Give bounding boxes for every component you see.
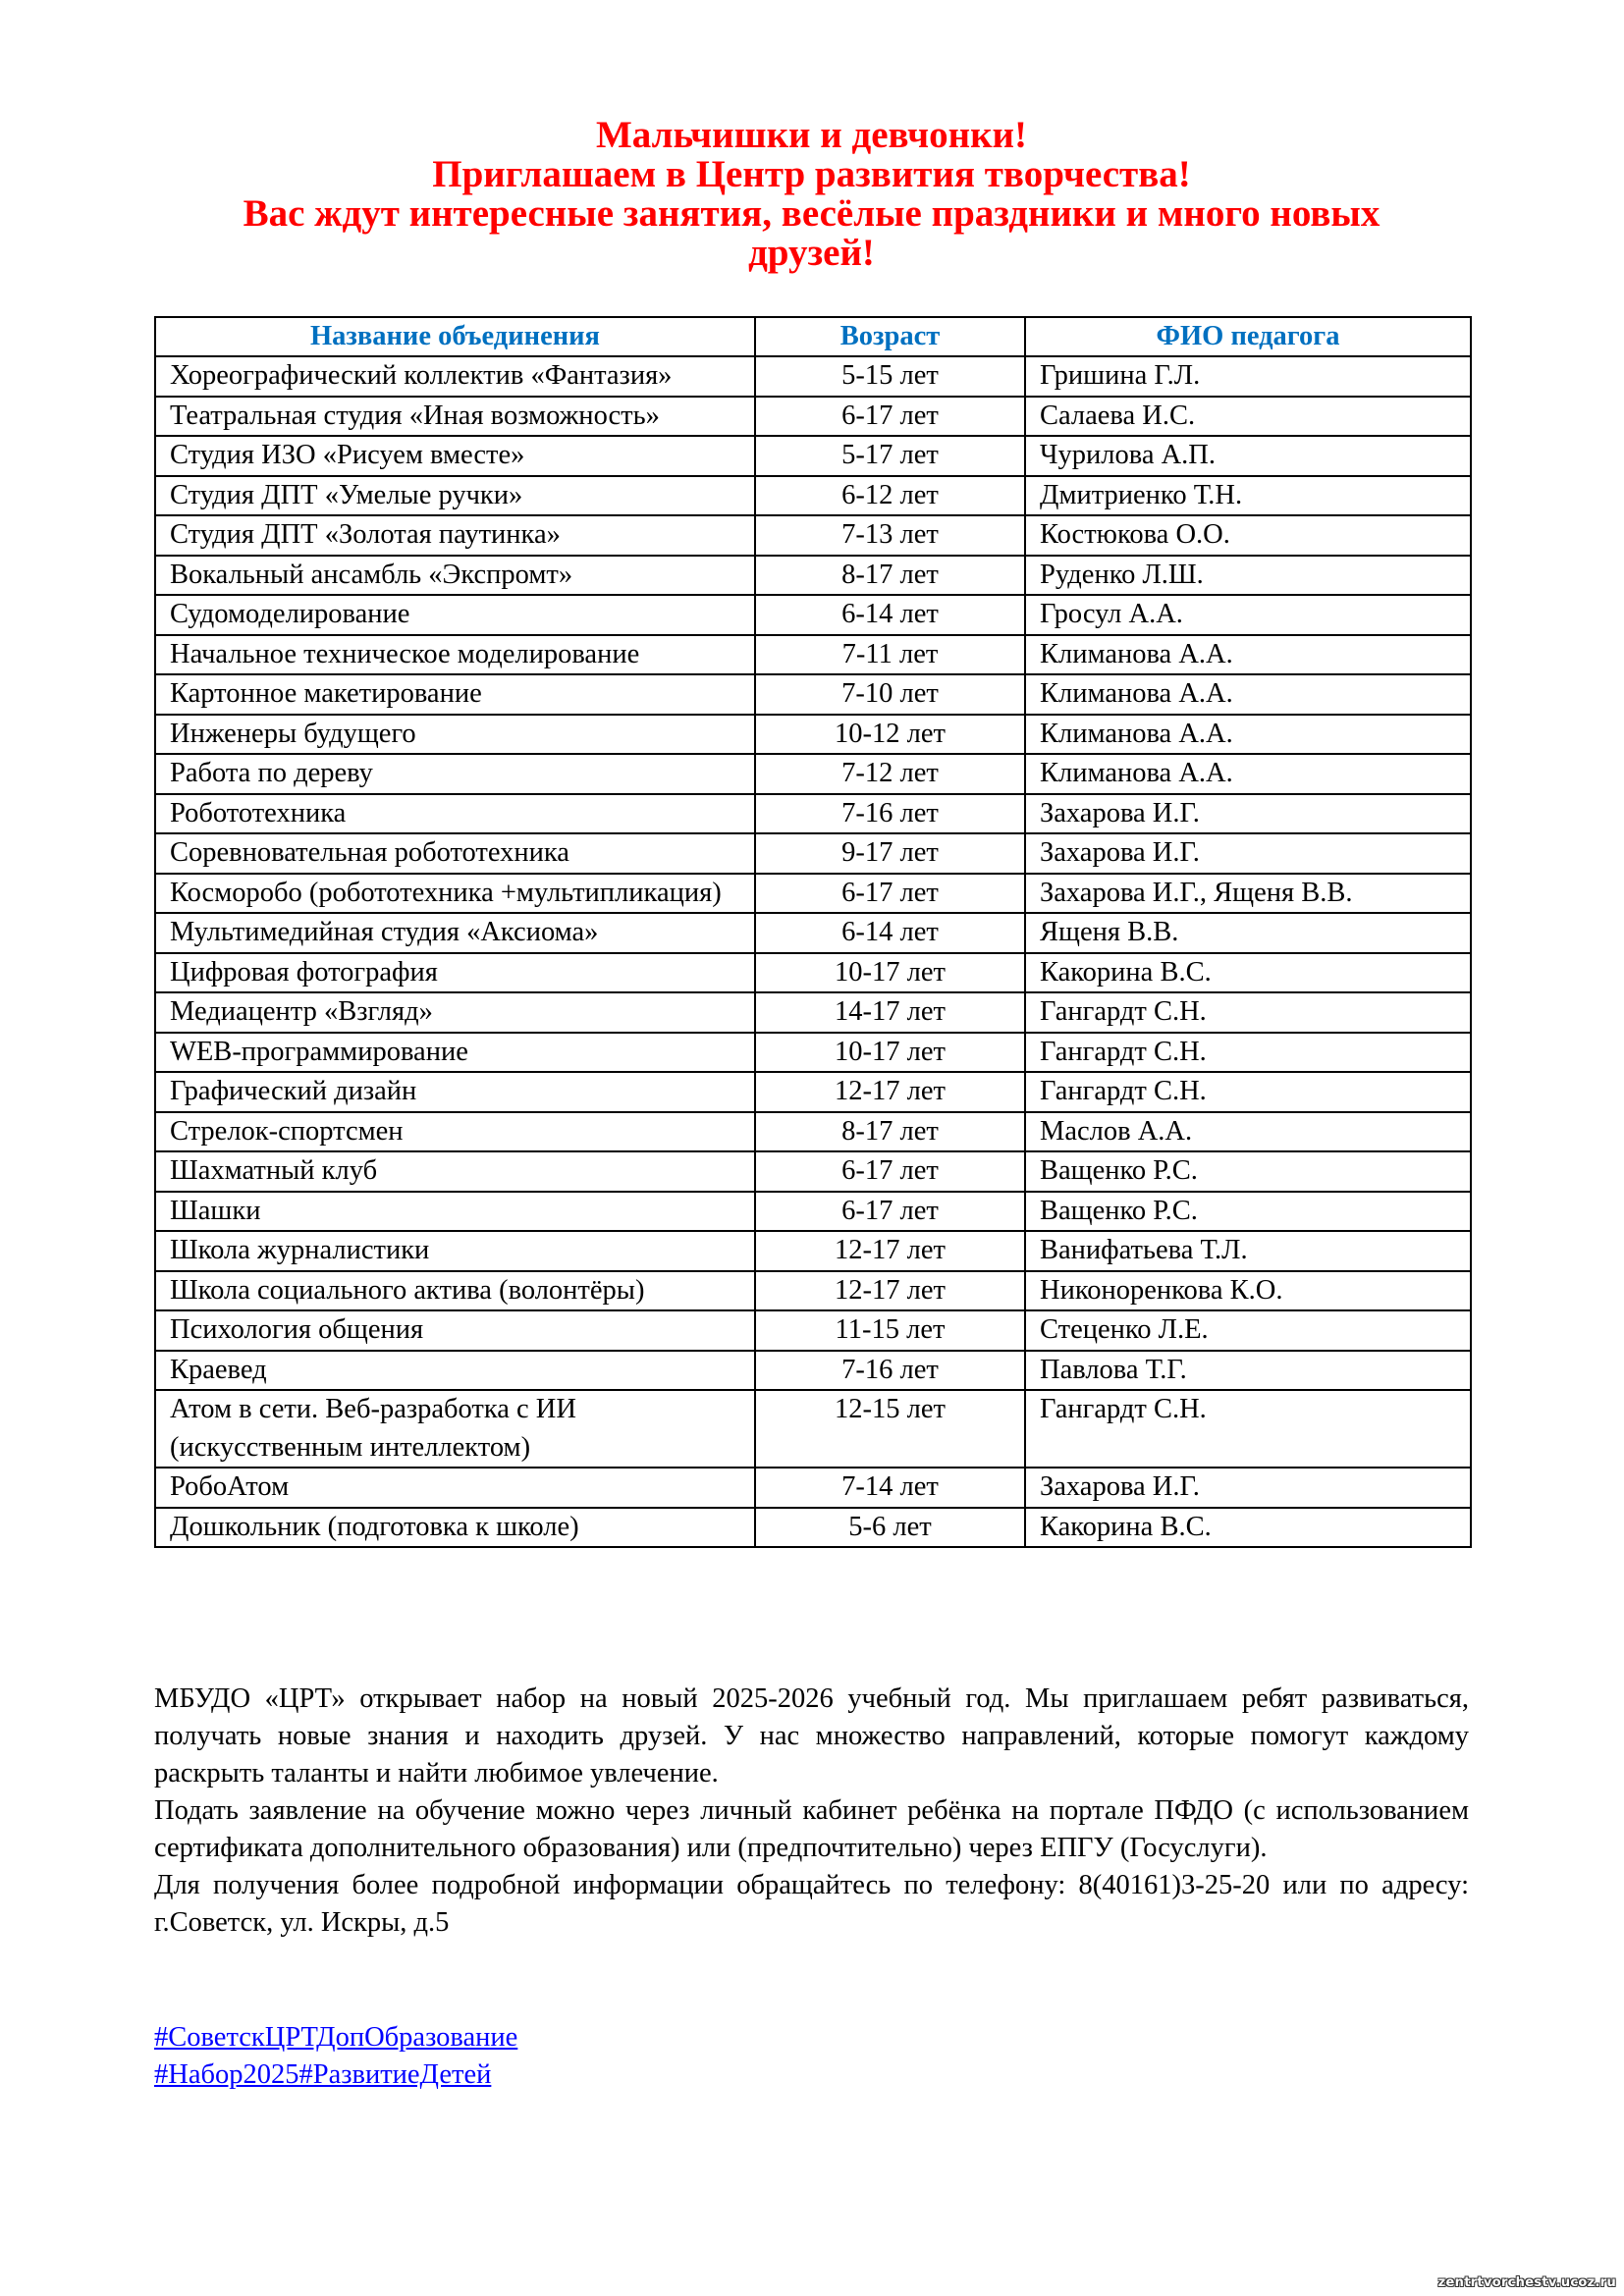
table-row bbox=[155, 1151, 1471, 1192]
table-body bbox=[155, 356, 1471, 1547]
teacher-cell: Гросул А.А. bbox=[1025, 595, 1471, 635]
teacher-cell: Климанова А.А. bbox=[1025, 674, 1471, 715]
table-row bbox=[155, 595, 1471, 635]
table-row bbox=[155, 635, 1471, 675]
club-name-cell: Дошкольник (подготовка к школе) bbox=[155, 1508, 755, 1548]
table-row bbox=[155, 436, 1471, 476]
teacher-cell: Климанова А.А. bbox=[1025, 754, 1471, 794]
table-row bbox=[155, 833, 1471, 874]
club-name-cell: Начальное техническое моделирование bbox=[155, 635, 755, 675]
club-name-cell: Соревновательная робототехника bbox=[155, 833, 755, 874]
teacher-cell: Какорина В.С. bbox=[1025, 1508, 1471, 1548]
club-name-cell: Медиацентр «Взгляд» bbox=[155, 992, 755, 1033]
teacher-cell: Какорина В.С. bbox=[1025, 953, 1471, 993]
table-row bbox=[155, 397, 1471, 437]
club-name-cell: Краевед bbox=[155, 1351, 755, 1391]
site-watermark: zentrtvorchestv.ucoz.ru bbox=[1437, 2275, 1616, 2290]
age-cell: 12-17 лет bbox=[755, 1072, 1025, 1112]
age-cell: 11-15 лет bbox=[755, 1310, 1025, 1351]
teacher-cell: Стеценко Л.Е. bbox=[1025, 1310, 1471, 1351]
club-name-cell: Театральная студия «Иная возможность» bbox=[155, 397, 755, 437]
title-line-2: Приглашаем в Центр развития творчества! bbox=[432, 153, 1191, 195]
age-cell: 7-16 лет bbox=[755, 1351, 1025, 1391]
table-row bbox=[155, 1072, 1471, 1112]
club-name-cell: Картонное макетирование bbox=[155, 674, 755, 715]
teacher-cell: Павлова Т.Г. bbox=[1025, 1351, 1471, 1391]
age-cell: 8-17 лет bbox=[755, 556, 1025, 596]
teacher-cell: Дмитриенко Т.Н. bbox=[1025, 476, 1471, 516]
table-row bbox=[155, 1192, 1471, 1232]
teacher-cell: Ященя В.В. bbox=[1025, 913, 1471, 953]
teacher-cell: Никоноренкова К.О. bbox=[1025, 1271, 1471, 1311]
hashtag-link-1[interactable]: #СоветскЦРТДопОбразование bbox=[154, 2022, 518, 2053]
info-section bbox=[154, 1681, 1469, 1942]
age-cell: 10-17 лет bbox=[755, 953, 1025, 993]
page-title bbox=[154, 116, 1469, 273]
teacher-cell: Гришина Г.Л. bbox=[1025, 356, 1471, 397]
table-row bbox=[155, 356, 1471, 397]
table-row bbox=[155, 794, 1471, 834]
age-cell: 12-15 лет bbox=[755, 1390, 1025, 1468]
table-row bbox=[155, 754, 1471, 794]
table-row bbox=[155, 874, 1471, 914]
club-name-cell: Работа по дереву bbox=[155, 754, 755, 794]
table-row bbox=[155, 913, 1471, 953]
table-row bbox=[155, 1390, 1471, 1468]
age-cell: 6-17 лет bbox=[755, 874, 1025, 914]
age-cell: 7-16 лет bbox=[755, 794, 1025, 834]
table-row bbox=[155, 1033, 1471, 1073]
age-cell: 5-15 лет bbox=[755, 356, 1025, 397]
age-cell: 6-14 лет bbox=[755, 595, 1025, 635]
table-header-row bbox=[155, 317, 1471, 356]
teacher-cell: Ванифатьева Т.Л. bbox=[1025, 1231, 1471, 1271]
teacher-cell: Салаева И.С. bbox=[1025, 397, 1471, 437]
age-cell: 7-14 лет bbox=[755, 1468, 1025, 1508]
table-row bbox=[155, 476, 1471, 516]
table-row bbox=[155, 1468, 1471, 1508]
club-name-cell: РобоАтом bbox=[155, 1468, 755, 1508]
table-row bbox=[155, 556, 1471, 596]
club-name-cell: Инженеры будущего bbox=[155, 715, 755, 755]
club-name-cell: Графический дизайн bbox=[155, 1072, 755, 1112]
age-cell: 6-17 лет bbox=[755, 397, 1025, 437]
club-name-cell: Психология общения bbox=[155, 1310, 755, 1351]
teacher-cell: Захарова И.Г. bbox=[1025, 833, 1471, 874]
table-row bbox=[155, 1351, 1471, 1391]
age-cell: 6-17 лет bbox=[755, 1192, 1025, 1232]
hashtags bbox=[154, 2019, 517, 2094]
club-name-cell: Студия ДПТ «Золотая паутинка» bbox=[155, 515, 755, 556]
info-paragraph-enrollment: МБУДО «ЦРТ» открывает набор на новый 2025-2026 учебный год. Мы приглашаем ребят развиваться, получать новые знания и находить друзей. У нас множество направлений, которые помогут каждому раскрыть таланты и найти любимое увлечение. bbox=[154, 1683, 1469, 1789]
age-cell: 8-17 лет bbox=[755, 1112, 1025, 1152]
column-header-age: Возраст bbox=[755, 317, 1025, 356]
club-name-cell: Судомоделирование bbox=[155, 595, 755, 635]
age-cell: 14-17 лет bbox=[755, 992, 1025, 1033]
teacher-cell: Костюкова О.О. bbox=[1025, 515, 1471, 556]
age-cell: 12-17 лет bbox=[755, 1271, 1025, 1311]
club-name-cell: Шашки bbox=[155, 1192, 755, 1232]
teacher-cell: Чурилова А.П. bbox=[1025, 436, 1471, 476]
age-cell: 12-17 лет bbox=[755, 1231, 1025, 1271]
age-cell: 7-10 лет bbox=[755, 674, 1025, 715]
club-name-cell: Вокальный ансамбль «Экспромт» bbox=[155, 556, 755, 596]
table-row bbox=[155, 1508, 1471, 1548]
table-row bbox=[155, 992, 1471, 1033]
teacher-cell: Климанова А.А. bbox=[1025, 715, 1471, 755]
table-row bbox=[155, 1112, 1471, 1152]
teacher-cell: Захарова И.Г., Ященя В.В. bbox=[1025, 874, 1471, 914]
age-cell: 7-11 лет bbox=[755, 635, 1025, 675]
info-paragraph-contacts: Для получения более подробной информации обращайтесь по телефону: 8(40161)3-25-20 или по адресу: г.Советск, ул. Искры, д.5 bbox=[154, 1870, 1469, 1938]
hashtag-link-2[interactable]: #Набор2025#РазвитиеДетей bbox=[154, 2059, 492, 2090]
title-line-4: друзей! bbox=[748, 232, 875, 274]
club-name-cell: Хореографический коллектив «Фантазия» bbox=[155, 356, 755, 397]
teacher-cell: Ващенко Р.С. bbox=[1025, 1192, 1471, 1232]
table-row bbox=[155, 515, 1471, 556]
column-header-teacher: ФИО педагога bbox=[1025, 317, 1471, 356]
teacher-cell: Руденко Л.Ш. bbox=[1025, 556, 1471, 596]
age-cell: 9-17 лет bbox=[755, 833, 1025, 874]
table-row bbox=[155, 1231, 1471, 1271]
clubs-table bbox=[154, 316, 1472, 1548]
club-name-cell: Косморобо (робототехника +мультипликация) bbox=[155, 874, 755, 914]
club-name-cell: Робототехника bbox=[155, 794, 755, 834]
age-cell: 5-6 лет bbox=[755, 1508, 1025, 1548]
club-name-cell: Стрелок-спортсмен bbox=[155, 1112, 755, 1152]
teacher-cell: Гангардт С.Н. bbox=[1025, 1072, 1471, 1112]
club-name-cell: Школа социального актива (волонтёры) bbox=[155, 1271, 755, 1311]
table-row bbox=[155, 1310, 1471, 1351]
age-cell: 10-17 лет bbox=[755, 1033, 1025, 1073]
teacher-cell: Маслов А.А. bbox=[1025, 1112, 1471, 1152]
teacher-cell: Гангардт С.Н. bbox=[1025, 992, 1471, 1033]
table-row bbox=[155, 1271, 1471, 1311]
age-cell: 6-12 лет bbox=[755, 476, 1025, 516]
age-cell: 6-17 лет bbox=[755, 1151, 1025, 1192]
age-cell: 7-12 лет bbox=[755, 754, 1025, 794]
title-line-3: Вас ждут интересные занятия, весёлые праздники и много новых bbox=[243, 192, 1380, 235]
teacher-cell: Ващенко Р.С. bbox=[1025, 1151, 1471, 1192]
teacher-cell: Захарова И.Г. bbox=[1025, 794, 1471, 834]
table-row bbox=[155, 674, 1471, 715]
column-header-name: Название объединения bbox=[155, 317, 755, 356]
teacher-cell: Гангардт С.Н. bbox=[1025, 1033, 1471, 1073]
club-name-cell: Цифровая фотография bbox=[155, 953, 755, 993]
club-name-cell: WEB-программирование bbox=[155, 1033, 755, 1073]
info-paragraph-application: Подать заявление на обучение можно через личный кабинет ребёнка на портале ПФДО (с использованием сертификата дополнительного образования) или (предпочтительно) через ЕПГУ (Госуслуги). bbox=[154, 1795, 1469, 1863]
age-cell: 6-14 лет bbox=[755, 913, 1025, 953]
table-row bbox=[155, 715, 1471, 755]
teacher-cell: Захарова И.Г. bbox=[1025, 1468, 1471, 1508]
club-name-cell: Мультимедийная студия «Аксиома» bbox=[155, 913, 755, 953]
table-row bbox=[155, 953, 1471, 993]
age-cell: 7-13 лет bbox=[755, 515, 1025, 556]
age-cell: 5-17 лет bbox=[755, 436, 1025, 476]
club-name-cell: Шахматный клуб bbox=[155, 1151, 755, 1192]
club-name-cell: Студия ИЗО «Рисуем вместе» bbox=[155, 436, 755, 476]
club-name-cell: Студия ДПТ «Умелые ручки» bbox=[155, 476, 755, 516]
club-name-cell: Школа журналистики bbox=[155, 1231, 755, 1271]
age-cell: 10-12 лет bbox=[755, 715, 1025, 755]
club-name-cell: Атом в сети. Веб-разработка с ИИ (искусственным интеллектом) bbox=[155, 1390, 755, 1468]
teacher-cell: Климанова А.А. bbox=[1025, 635, 1471, 675]
teacher-cell: Гангардт С.Н. bbox=[1025, 1390, 1471, 1468]
title-line-1: Мальчишки и девчонки! bbox=[596, 114, 1027, 156]
